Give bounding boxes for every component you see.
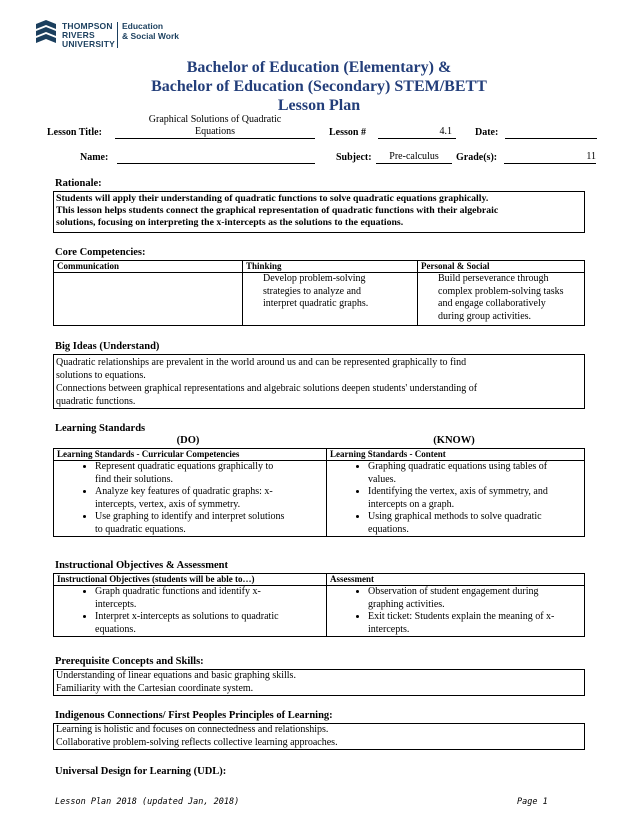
lesson-title-line: Equations [195, 126, 235, 137]
list-item [368, 461, 581, 486]
big-ideas-line: Quadratic relationships are prevalent in the world around us and can be represented graphically to find [56, 357, 467, 368]
list-item-line: equations. [95, 623, 136, 635]
communication-header: Communication [54, 261, 243, 273]
tru-logo-icon [34, 20, 58, 47]
indigenous-line: Learning is holistic and focuses on connectedness and relationships. [56, 724, 329, 735]
list-item-line: • Interpret x-intercepts as solutions to quadratic [95, 611, 279, 622]
thinking-line: Develop problem-solving [263, 273, 366, 284]
list-item [95, 461, 323, 486]
indigenous-line: Collaborative problem-solving reflects collective learning approaches. [56, 736, 338, 748]
prerequisites-heading: Prerequisite Concepts and Skills: [55, 656, 204, 667]
know-label: (KNOW) [433, 435, 475, 446]
list-item-line: values. [368, 473, 397, 485]
logo-line: THOMPSON [62, 21, 113, 31]
logo-divider [117, 22, 118, 48]
prerequisites-line: Understanding of linear equations and basic graphing skills. [56, 670, 296, 681]
objectives-heading: Instructional Objectives & Assessment [55, 560, 228, 571]
subject-label: Subject: [336, 152, 372, 163]
do-label: (DO) [176, 435, 200, 446]
rationale-heading: Rationale: [55, 178, 102, 189]
indigenous-heading: Indigenous Connections/ First Peoples Principles of Learning: [55, 710, 333, 721]
logo-faculty-line: Education [122, 21, 164, 31]
title-line-3: Lesson Plan [277, 97, 361, 114]
title-line-2: Bachelor of Education (Secondary) STEM/BETT [151, 78, 487, 95]
lesson-number-label: Lesson # [329, 127, 366, 138]
rationale-line: solutions, focusing on interpreting the x-intercepts as the solutions to the equations. [56, 217, 404, 228]
list-item [95, 486, 323, 511]
list-item-line: graphing activities. [368, 598, 445, 610]
learning-standards-heading: Learning Standards [55, 423, 146, 434]
logo-line: RIVERS [62, 30, 95, 40]
big-ideas-line: Connections between graphical representations and algebraic solutions deepen students' understanding of [56, 383, 478, 394]
thinking-line: strategies to analyze and [263, 285, 362, 297]
curricular-competencies-header: Learning Standards - Curricular Competencies [54, 449, 327, 461]
competencies-table [53, 260, 585, 326]
personal-line: complex problem-solving tasks [438, 285, 564, 297]
list-item-line: • Graph quadratic functions and identify x- [95, 586, 261, 597]
list-item-line: • Exit ticket: Students explain the meaning of x- [368, 611, 555, 622]
logo-faculty [122, 22, 179, 41]
list-item-line: intercepts. [368, 623, 410, 635]
logo-university-name [62, 22, 115, 49]
list-item-line: • Use graphing to identify and interpret solutions [95, 511, 285, 522]
list-item-line: • Graphing quadratic equations using tables of [368, 461, 548, 472]
big-ideas-line: quadratic functions. [56, 396, 136, 407]
curricular-competencies-cell[interactable] [54, 461, 327, 537]
big-ideas-box[interactable] [53, 354, 585, 409]
lesson-title-underline [115, 138, 315, 139]
indigenous-box[interactable] [53, 723, 585, 750]
objectives-cell[interactable] [54, 586, 327, 637]
logo-line: UNIVERSITY [62, 39, 116, 49]
personal-line: and engage collaboratively [438, 298, 546, 309]
list-item-line: equations. [368, 523, 409, 535]
rationale-box[interactable] [53, 191, 585, 233]
name-value[interactable] [117, 151, 315, 164]
footer-version: Lesson Plan 2018 (updated Jan, 2018) [55, 797, 240, 807]
lesson-number-underline [378, 138, 456, 139]
date-label: Date: [475, 127, 499, 138]
udl-heading: Universal Design for Learning (UDL): [55, 766, 227, 777]
list-item [95, 586, 323, 611]
thinking-header: Thinking [243, 261, 418, 273]
content-cell[interactable] [327, 461, 585, 537]
list-item [368, 611, 581, 636]
rationale-line: This lesson helps students connect the graphical representation of quadratic functions with their algebraic [56, 205, 499, 216]
list-item [95, 611, 323, 636]
big-ideas-line: solutions to equations. [56, 370, 146, 381]
list-item-line: • Represent quadratic equations graphically to [95, 461, 274, 472]
assessment-cell[interactable] [327, 586, 585, 637]
date-value[interactable] [505, 126, 597, 139]
list-item-line: • Identifying the vertex, axis of symmetry, and [368, 486, 548, 497]
content-header: Learning Standards - Content [327, 449, 585, 461]
grade-label: Grade(s): [456, 152, 498, 163]
communication-cell[interactable] [54, 273, 243, 326]
list-item-line: find their solutions. [95, 473, 174, 485]
lesson-title-line: Graphical Solutions of Quadratic [148, 114, 282, 125]
personal-social-cell[interactable] [418, 273, 585, 326]
personal-line: during group activities. [438, 310, 532, 322]
grade-value[interactable]: 11 [504, 151, 596, 164]
list-item-line: intercepts. [95, 598, 137, 610]
objectives-header: Instructional Objectives (students will be able to…) [54, 574, 327, 586]
subject-value[interactable]: Pre-calculus [376, 151, 452, 164]
list-item [368, 511, 581, 536]
name-label: Name: [80, 152, 109, 163]
list-item-line: • Analyze key features of quadratic graphs: x- [95, 486, 273, 497]
title-line-1: Bachelor of Education (Elementary) & [186, 59, 452, 76]
lesson-title-label: Lesson Title: [47, 127, 102, 138]
list-item-line: intercepts on a graph. [368, 498, 455, 510]
list-item [95, 511, 323, 536]
learning-standards-table [53, 448, 585, 537]
competencies-heading: Core Competencies: [55, 247, 146, 258]
logo-faculty-line: & Social Work [122, 30, 179, 41]
thinking-cell[interactable] [243, 273, 418, 326]
list-item-line: • Using graphical methods to solve quadratic [368, 511, 542, 522]
list-item [368, 586, 581, 611]
assessment-header: Assessment [327, 574, 585, 586]
rationale-line: Students will apply their understanding of quadratic functions to solve quadratic equations graphically. [56, 193, 489, 204]
footer-page-number: Page 1 [517, 797, 548, 807]
lesson-title-value[interactable] [115, 114, 315, 138]
prerequisites-line: Familiarity with the Cartesian coordinate system. [56, 682, 254, 694]
personal-line: Build perseverance through [438, 273, 549, 284]
personal-social-header: Personal & Social [418, 261, 585, 273]
lesson-number-value[interactable]: 4.1 [439, 126, 452, 137]
list-item-line: intercepts, vertex, axis of symmetry. [95, 498, 241, 510]
big-ideas-heading: Big Ideas (Understand) [55, 341, 160, 352]
list-item [368, 486, 581, 511]
list-item-line: • Observation of student engagement during [368, 586, 539, 597]
list-item-line: to quadratic equations. [95, 523, 186, 535]
prerequisites-box[interactable] [53, 669, 585, 696]
thinking-line: interpret quadratic graphs. [263, 298, 369, 309]
objectives-table [53, 573, 585, 637]
